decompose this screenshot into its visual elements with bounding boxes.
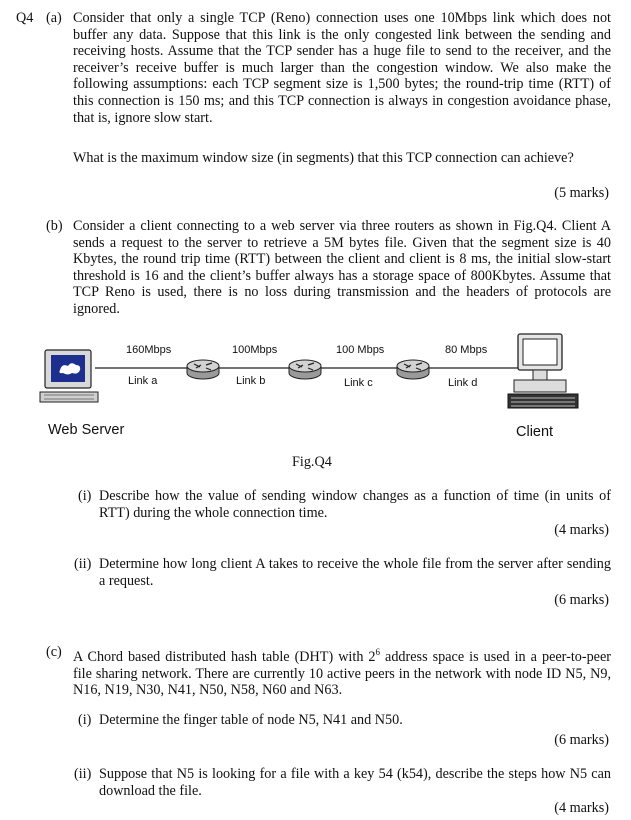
web-server-label: Web Server [48, 422, 125, 438]
link-d-label: Link d [448, 377, 478, 389]
link-a-label: Link a [128, 375, 158, 387]
link-c-label: Link c [344, 377, 373, 389]
part-c-ii-text: Suppose that N5 is looking for a file with a key 54 (k54), describe the steps how N5 can download the file. [99, 766, 611, 799]
speed-link-a: 160Mbps [126, 344, 172, 356]
part-c-i-text: Determine the finger table of node N5, N41 and N50. [99, 712, 403, 728]
router-1-icon [187, 360, 219, 379]
part-b-i-marks: (4 marks) [554, 522, 609, 538]
router-3-icon [397, 360, 429, 379]
question-number: Q4 [16, 10, 34, 26]
part-c-i-marks: (6 marks) [554, 732, 609, 748]
part-c-i-label: (i) [78, 712, 92, 728]
part-c-ii-marks: (4 marks) [554, 800, 609, 816]
part-b-i-text: Describe how the value of sending window changes as a function of time (in units of RTT) during the whole connection time. [99, 488, 611, 521]
part-b-ii-marks: (6 marks) [554, 592, 609, 608]
link-b-label: Link b [236, 375, 266, 387]
part-b-paragraph: Consider a client connecting to a web server via three routers as shown in Fig.Q4. Client A sends a request to the server to retrieve a 5M bytes file. Given that the segment size is 40 Kbytes, the round trip time (RTT) between the client and client is 8 ms, the initial slow-start threshold is 16 and the client’s buffer always has a storage space of 800Kbytes. Assume that TCP Reno is used, there is no loss during transmission and the headers of protocols are ignored. [73, 218, 611, 317]
part-a-paragraph: Consider that only a single TCP (Reno) connection uses one 10Mbps link which does not buffer any data. Suppose that this link is the only congested link between the sending and receiving hosts. Assume that the TCP sender has a huge file to send to the receiver, and the receiver’s receive buffer is much larger than the congestion window. We also make the following assumptions: each TCP segment size is 1,500 bytes; the round-trip time (RTT) of this connection is 150 ms; and this TCP connection is always in congestion avoidance phase, that is, ignore slow start. [73, 10, 611, 126]
speed-link-c: 100 Mbps [336, 344, 385, 356]
part-c-paragraph [73, 644, 611, 699]
client-label: Client [516, 424, 554, 440]
part-a-label: (a) [46, 10, 62, 26]
client-computer-icon [508, 334, 578, 408]
part-a-marks: (5 marks) [554, 185, 609, 201]
network-figure [0, 330, 631, 450]
part-b-label: (b) [46, 218, 63, 234]
web-server-icon [40, 350, 98, 402]
part-c-ii-label: (ii) [74, 766, 92, 782]
part-a-question: What is the maximum window size (in segments) that this TCP connection can achieve? [73, 150, 574, 166]
part-c-text-after: address space is used in a peer-to-peer file sharing network. There are currently 10 active peers in the network with node ID N5, N9, N16, N19, N30, N41, N50, N58, N60 and N63. [73, 649, 612, 699]
part-b-ii-label: (ii) [74, 556, 92, 572]
part-c-superscript: 6 [375, 647, 381, 657]
part-c-label: (c) [46, 644, 62, 660]
speed-link-b: 100Mbps [232, 344, 278, 356]
figure-caption: Fig.Q4 [292, 454, 332, 470]
router-2-icon [289, 360, 321, 379]
part-b-i-label: (i) [78, 488, 92, 504]
part-b-ii-text: Determine how long client A takes to receive the whole file from the server after sending a request. [99, 556, 611, 589]
part-c-text-before: A Chord based distributed hash table (DHT) with 2 [73, 649, 376, 665]
speed-link-d: 80 Mbps [445, 344, 488, 356]
